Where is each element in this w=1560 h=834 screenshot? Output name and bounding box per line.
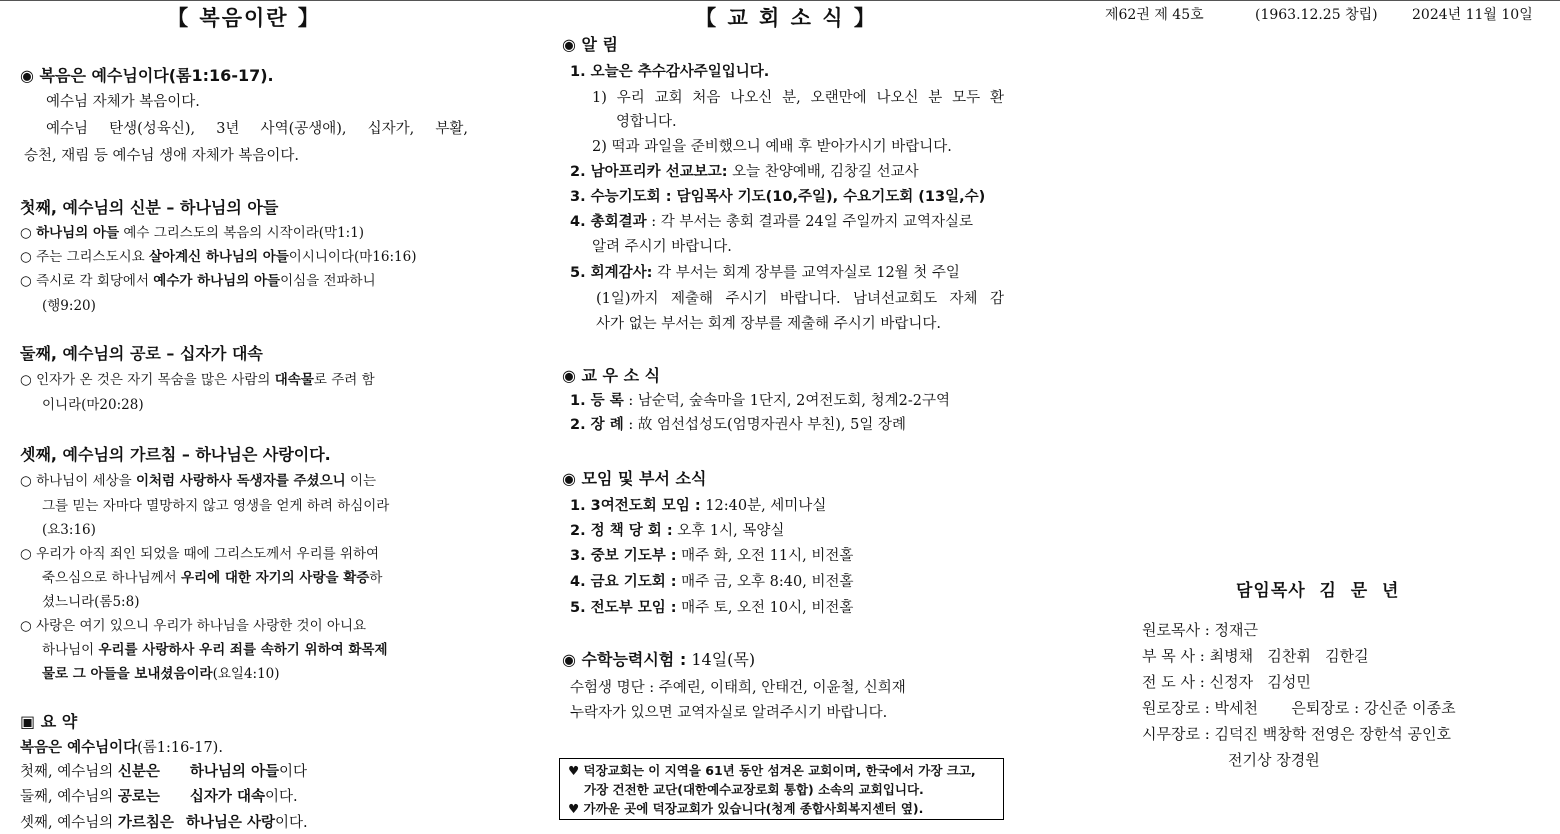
first-item1: ○ 하나님의 아들 예수 그리스도의 복음의 시작이라(막1:1) xyxy=(20,225,365,241)
third-item2-cont: 죽으심으로 하나님께서 우리에 대한 자기의 사랑을 확증하 xyxy=(42,570,383,586)
third-item3: ○ 사랑은 여기 있으니 우리가 하나님을 사랑한 것이 아니요 xyxy=(20,618,367,634)
church-info-box xyxy=(559,758,1004,820)
sec1-line3: 승천, 재림 등 예수님 생애 자체가 복음이다. xyxy=(24,148,299,164)
member-news-1: 1. 등 록 : 남순덕, 숲속마을 1단지, 2여전도회, 청계2-2구역 xyxy=(570,393,951,409)
church-info-line1: ♥ 덕장교회는 이 지역을 61년 동안 섬겨온 교회이며, 한국에서 가장 크고, xyxy=(568,763,976,778)
staff-line4: 원로장로 : 박세천 은퇴장로 : 강신준 이종초 xyxy=(1142,699,1456,717)
first-item3: ○ 즉시로 각 회당에서 예수가 하나님의 아들이심을 전파하니 xyxy=(20,273,376,289)
member-news-title: ◉ 교 우 소 식 xyxy=(562,366,661,385)
meeting-5: 5. 전도부 모임 : 매주 토, 오전 10시, 비전홀 xyxy=(570,600,854,616)
second-title: 둘째, 예수님의 공로 – 십자가 대속 xyxy=(20,344,263,363)
notice-5-cont1: (1일)까지 제출해 주시기 바랍니다. 남녀선교회도 자체 감 xyxy=(596,291,1004,307)
meeting-2: 2. 정 책 당 회 : 오후 1시, 목양실 xyxy=(570,523,785,539)
notice-3: 3. 수능기도회 : 담임목사 기도(10,주일), 수요기도회 (13일,수) xyxy=(570,189,986,205)
notice-5: 5. 회계감사: 각 부서는 회계 장부를 교역자실로 12월 첫 주일 xyxy=(570,265,960,281)
notice-1-sub2: 2) 떡과 과일을 준비했으니 예배 후 받아가시기 바랍니다. xyxy=(592,139,952,155)
meetings-title: ◉ 모임 및 부서 소식 xyxy=(562,469,707,488)
founded-date: (1963.12.25 창립) xyxy=(1255,7,1378,23)
summary-line3: 둘째, 예수님의 공로는 십자가 대속이다. xyxy=(20,789,298,805)
sec1-line1: 예수님 자체가 복음이다. xyxy=(46,94,200,110)
staff-line3: 전 도 사 : 신정자 김성민 xyxy=(1142,673,1311,691)
exam-line2: 누락자가 있으면 교역자실로 알려주시기 바랍니다. xyxy=(570,705,888,721)
sec1-line2: 예수님 탄생(성육신), 3년 사역(공생애), 십자가, 부활, xyxy=(46,121,468,137)
summary-line2: 첫째, 예수님의 신분은 하나님의 아들이다 xyxy=(20,764,308,780)
notice-1-sub1-cont: 영합니다. xyxy=(616,114,677,130)
gospel-heading: 【 복음이란 】 xyxy=(167,5,321,30)
senior-pastor: 담임목사 김 문 년 xyxy=(1236,581,1400,601)
second-item1-ref: 이니라(마20:28) xyxy=(42,397,144,413)
summary-title: ▣ 요 약 xyxy=(20,712,78,731)
staff-line5: 시무장로 : 김덕진 백창학 전영은 장한석 공인호 xyxy=(1142,725,1451,743)
meeting-1: 1. 3여전도회 모임 : 12:40분, 세미나실 xyxy=(570,498,827,514)
notice-1-sub1: 1) 우리 교회 처음 나오신 분, 오랜만에 나오신 분 모두 환 xyxy=(592,90,1004,106)
notice-title: ◉ 알 림 xyxy=(562,35,619,54)
third-item2: ○ 우리가 아직 죄인 되었을 때에 그리스도께서 우리를 위하여 xyxy=(20,546,380,562)
meeting-3: 3. 중보 기도부 : 매주 화, 오전 11시, 비전홀 xyxy=(570,548,854,564)
summary-line4: 셋째, 예수님의 가르침은 하나님은 사랑이다. xyxy=(20,815,308,831)
third-item2-ref: 셨느니라(롬5:8) xyxy=(42,594,140,610)
church-info-line2: 가장 건전한 교단(대한예수교장로회 통합) 소속의 교회입니다. xyxy=(584,782,924,797)
second-item1: ○ 인자가 온 것은 자기 목숨을 많은 사람의 대속물로 주려 함 xyxy=(20,372,375,388)
staff-line2: 부 목 사 : 최병채 김찬휘 김한길 xyxy=(1142,647,1369,665)
notice-4: 4. 총회결과 : 각 부서는 총회 결과를 24일 주일까지 교역자실로 xyxy=(570,214,974,230)
staff-line1: 원로목사 : 정재근 xyxy=(1142,621,1259,639)
third-item1-cont: 그를 믿는 자마다 멸망하지 않고 영생을 얻게 하려 하심이라 xyxy=(42,498,390,514)
church-info-line3: ♥ 가까운 곳에 덕장교회가 있습니다(청계 종합사회복지센터 옆). xyxy=(568,801,924,816)
notice-4-cont: 알려 주시기 바랍니다. xyxy=(592,239,732,255)
staff-line6: 전기상 장경원 xyxy=(1228,751,1320,769)
first-item3-ref: (행9:20) xyxy=(42,298,96,314)
member-news-2: 2. 장 례 : 故 엄선섭성도(엄명자권사 부친), 5일 장례 xyxy=(570,417,907,433)
first-item2: ○ 주는 그리스도시요 살아계신 하나님의 아들이시니이다(마16:16) xyxy=(20,249,417,265)
top-rule xyxy=(0,0,1560,1)
third-item1: ○ 하나님이 세상을 이처럼 사랑하사 독생자를 주셨으니 이는 xyxy=(20,473,377,489)
first-title: 첫째, 예수님의 신분 – 하나님의 아들 xyxy=(20,198,279,217)
issue-date: 2024년 11월 10일 xyxy=(1412,7,1533,23)
third-item3-cont: 하나님이 우리를 사랑하사 우리 죄를 속하기 위하여 화목제 xyxy=(42,642,388,658)
notice-2: 2. 남아프리카 선교보고: 오늘 찬양예배, 김창길 선교사 xyxy=(570,164,919,180)
meeting-4: 4. 금요 기도회 : 매주 금, 오후 8:40, 비전홀 xyxy=(570,574,854,590)
exam-line1: 수험생 명단 : 주예린, 이태희, 안태건, 이윤철, 신희재 xyxy=(570,680,906,696)
sec1-title: ◉ 복음은 예수님이다(롬1:16-17). xyxy=(20,66,274,85)
volume-number: 제62권 제 45호 xyxy=(1105,7,1204,23)
notice-5-cont2: 사가 없는 부서는 회계 장부를 제출해 주시기 바랍니다. xyxy=(596,316,942,332)
church-news-heading: 【 교 회 소 식 】 xyxy=(695,5,877,30)
third-item1-ref: (요3:16) xyxy=(42,522,96,538)
third-title: 셋째, 예수님의 가르침 – 하나님은 사랑이다. xyxy=(20,445,331,464)
third-item3-end: 물로 그 아들을 보내셨음이라(요일4:10) xyxy=(42,666,280,682)
summary-line1: 복음은 예수님이다(롬1:16-17). xyxy=(20,740,223,756)
notice-1: 1. 오늘은 추수감사주일입니다. xyxy=(570,64,770,80)
exam-title: ◉ 수학능력시험 : 14일(목) xyxy=(562,650,756,669)
